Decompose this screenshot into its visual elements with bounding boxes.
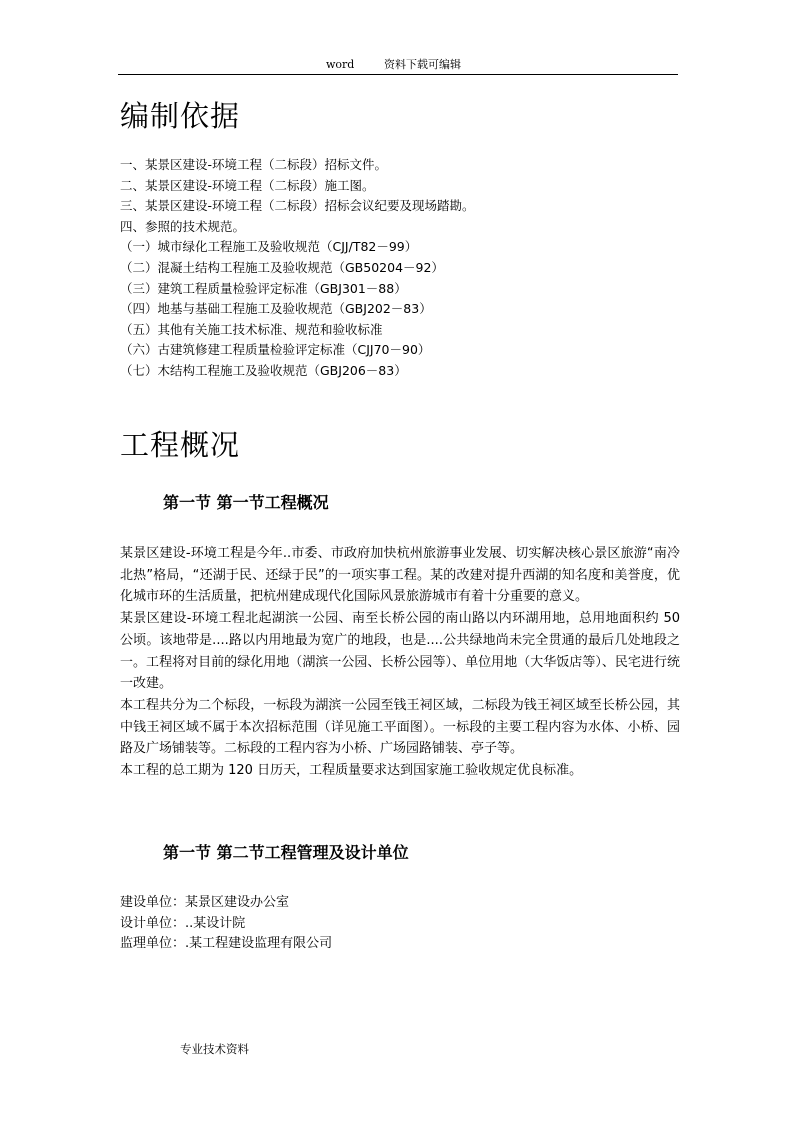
list-item: （六）古建筑修建工程质量检验评定标准（CJJ70－90）: [120, 342, 431, 358]
list-item: 一、某景区建设-环境工程（二标段）招标文件。: [120, 157, 388, 172]
subsection-title-units: 第一节 第二节工程管理及设计单位: [163, 843, 409, 862]
header-note: 资料下载可编辑: [384, 58, 461, 71]
header-word: word: [326, 58, 355, 71]
list-item: 三、某景区建设-环境工程（二标段）招标会议纪要及现场踏勘。: [120, 198, 475, 214]
overview-body: [120, 543, 680, 782]
list-item: （七）木结构工程施工及验收规范（GBJ206－83）: [120, 362, 407, 378]
page-header: [118, 56, 678, 75]
subsection-title-overview: 第一节 第一节工程概况: [163, 493, 329, 512]
units-list: [120, 893, 680, 955]
paragraph: 本工程共分为二个标段，一标段为湖滨一公园至钱王祠区域，二标段为钱王祠区域至长桥公园，其中钱王祠区域不属于本次招标范围（详见施工平面图）。一标段的主要工程内容为水体、小桥、园路及广场铺装等。二标段的工程内容为小桥、广场园路铺装、亭子等。: [120, 697, 680, 757]
list-item: （一）城市绿化工程施工及验收规范（CJJ/T82－99）: [120, 239, 418, 255]
list-item: （二）混凝土结构工程施工及验收规范（GB50204－92）: [120, 259, 444, 275]
unit-line: 监理单位：.某工程建设监理有限公司: [120, 936, 333, 951]
list-item: （三）建筑工程质量检验评定标准（GBJ301－88）: [120, 280, 407, 296]
section-title-basis: 编制依据: [120, 99, 241, 133]
list-item: （五）其他有关施工技术标准、规范和验收标准: [120, 321, 383, 337]
unit-line: 设计单位：..某设计院: [120, 915, 246, 931]
section-title-overview: 工程概况: [120, 428, 241, 462]
paragraph: 某景区建设-环境工程北起湖滨一公园、南至长桥公园的南山路以内环湖用地，总用地面积约 50 公顷。该地带是....路以内用地最为宽广的地段，也是....公共绿地尚未完全贯通的最后几处地段之一。工程将对目前的绿化用地（湖滨一公园、长桥公园等）、单位用地（大华饭店等）、民宅进行统一改建。: [120, 611, 680, 692]
paragraph: 本工程的总工期为 120 日历天，工程质量要求达到国家施工验收规定优良标准。: [120, 763, 583, 779]
paragraph: 某景区建设-环境工程是今年..市委、市政府加快杭州旅游事业发展、切实解决核心景区旅游“南冷北热”格局，“还湖于民、还绿于民”的一项实事工程。某的改建对提升西湖的知名度和美誉度，优化城市环的生活质量，把杭州建成现代化国际风景旅游城市有着十分重要的意义。: [120, 546, 680, 605]
basis-list: [120, 155, 680, 382]
list-item: 二、某景区建设-环境工程（二标段）施工图。: [120, 177, 375, 193]
page-footer: 专业技术资料: [180, 1042, 249, 1056]
unit-line: 建设单位：某景区建设办公室: [120, 895, 290, 910]
list-item: 四、参照的技术规范。: [120, 218, 246, 234]
list-item: （四）地基与基础工程施工及验收规范（GBJ202－83）: [120, 301, 432, 317]
